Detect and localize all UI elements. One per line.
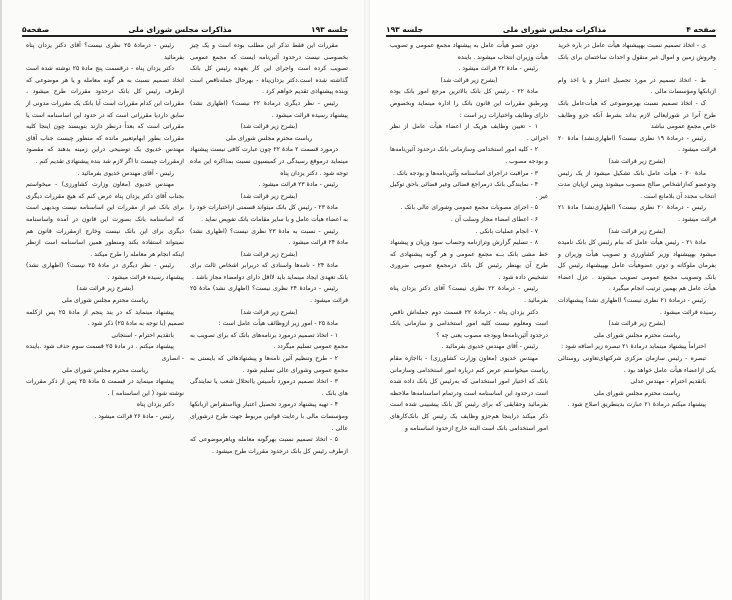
paragraph: رئیس - مادۀ ۲۳ قرائت میشود . [258, 181, 338, 189]
paragraph: مادۀ ۲۴ - نامه‌ها واسنادی که دربرابر اشخاص ثالث برای بانک تعهدی ایجاد مینماید باید لااقل دارای دوامضاء مجاز باشد . [190, 262, 348, 281]
running-title: مذاکرات مجلس شورای ملی [502, 25, 607, 34]
paragraph: مادۀ ۲۱ - رئیس هیأت عامل که بنام رئیس کل بانک نامیده میشود بهپیشنهاد وزیر کشاورزی و تصویب هیأت وزیران و بفرمان ملوکانه و دوتن عضوهیأت عامل بهپیشنهاد رئیس کل بانک وتصویب مجمع عمومی تصویب میشوند . عزل اعضاء هیأت عامل هم بهمین ترتیب انجام میگیرد . [558, 239, 716, 293]
text-column-right [190, 40, 348, 457]
paragraph: باتقدیم احترام - مهندس عدلی [630, 378, 706, 386]
paragraph: ۷ - انجام عملیات بانکی . [475, 227, 538, 235]
paragraph: مهندس خدیوی (معاون وزارت کشاورزی) - میخواستم بجناب آقای دکتر یزدان پناه عرض کنم که هیچ مقررات دیگری برای بانک غیر از مقررات این اساسنامه نیست وبدیهی است که اساسنامه بانک بصورت این قانون در آمده واساسنامه دیگری برای این بانک نیست وخارج ازمقررات قانون هم نمیتواند استفاده بکند ومنظور همین اساسنامه است ازنظر اینکه انجام هر معامله را طرح میکند . [26, 181, 184, 258]
paragraph: ط - اتخاذ تصمیم در مورد تحصیل اعتبار و یا اخذ وام ازبانکها ومؤسسات مالی . [558, 76, 716, 96]
paragraph: ۵ - اجرای مصوبات مجمع عمومی وشورای عالی بانک . [400, 204, 538, 212]
paragraph: رئیس - درمادۀ ۲۴ نظری نیست؟ (اظهاری نشد) مادۀ ۲۵ قرائت میشود . [190, 285, 348, 305]
paragraph: رئیس - درمادۀ ۲۵ نظری نیست؟ آقای دکتر یزدان پناه بفرمائید [26, 42, 184, 61]
section-caption: (بشرح زیر قرائت شد) [608, 227, 666, 235]
paragraph: باتقدیم احترام - اسنجانی [111, 331, 174, 339]
paragraph: ۱ - اتخاذ تصمیم درمورد برنامه‌های بانک که برای تصویب به مجمع عمومی تسلیم میگردد . [190, 331, 348, 351]
right-page [366, 0, 732, 600]
paragraph: پیشنهاد مینماید در قسمت ۵ مادۀ ۲۵ پس از ذکر مقررات نوشته شود ( این اساسنامه ) . [26, 378, 184, 397]
paragraph: رئیس - درمادۀ ۱۹ نظری نیست؟ (اظهاری‌نشد) مادۀ ۲۰ قرائت میشود . [558, 134, 716, 154]
paragraph: رئیس - نظر دیگری درمادۀ ۲۲ نیست؟ (اظهاری نشد) پیشنهاد رسیده قرائت میشود . [190, 99, 348, 119]
paragraph: مقررات این فقط تذکر این مطلب بوده است و یک چیز بخصوصی نیست درحدود آئین‌نامه ایست که مجمع عمومی تصویب کرده است واجرای این کار بعهده رئیس کل بانک گذاشته شده است.دکتر یزدان‌پناه - بهرحال جمله‌ناقص است وبنده پیشنهادی تقدیم خواهم کرد . [190, 42, 348, 96]
page-number: صفحه ۴ [686, 25, 716, 34]
paragraph: رئیس - درمادۀ ۲۰ نظری نیست؟ (اظهاری‌نشد) مادۀ ۲۱ قرائت میشود . [558, 204, 716, 223]
paragraph: مادۀ ۲۳ - رئیس کل بانک میتواند قسمتی ازاختیارات خود را به اعضاء هیأت عامل و یا سایر مقامات بانک تفویض نماید . [190, 204, 348, 223]
paragraph: رئیس - درمادۀ ۲۲ نظری نیست؟ آقای دکتر یزدان پناه بفرمائید . [390, 285, 548, 305]
paragraph: مهندس خدیوی (معاون وزارت کشاورزی) - بااجازه مقام ریاست میخواستم عرض کنم درباره امور استخدامی وسازمانی بانک که اختیار امور استخدامی که به‌رئیس کل بانک داده شده است درحدود این اساسنامه است ودرتمام اساسنامه‌ها ملاحظه بفرمائید وحقایقی که برای رئیس کل بانک پیشبینی شده است ذکر میکند دراینجا هم‌جزو وظایف یک رئیس کل بانک‌کارهای امور استخدامی بانک است البته خارج ازحدود اساسنامه و [390, 355, 548, 432]
paragraph: ۴ - تهیه پیشنهاد درمورد تحصیل اعتبار ویااستقراض ازبانکها ومؤسسات مالی با رعایت قوانین مربوط جهت طرح درشورای عالی . [190, 401, 348, 432]
paragraph: دکتر یزدان پناه [136, 401, 174, 409]
paragraph: رئیس - مادۀ ۲۶ قرائت میشود . [94, 413, 174, 420]
text-column-left [390, 40, 548, 434]
section-caption: (بشرح زیر قرائت شد) [240, 192, 298, 200]
paragraph: ی - اتخاذ تصمیم نسبت بهپیشنهاد هیأت عامل در باره خرید وفروش زمین و اموال غیر منقول و احداث ساختمان برای بانک . [558, 42, 716, 73]
paragraph: دکتر یزدان پناه - درمادۀ ۲۲ قسمت دوم جمله‌اش ناقص است ومعلوم نیست کلیه امور استخدامی و سازمانی بانک درحدود آئین‌نامه‌ها وبودجه مصوب یعنی چه ؟ [390, 308, 548, 339]
section-caption: (بشرح زیر قرائت شد) [240, 250, 298, 258]
page-header [386, 20, 716, 34]
paragraph: احتراماً پیشنهاد مینماید درمادۀ ۲۱ تبصره زیر اضافه شود : [561, 343, 706, 351]
session-number: جلسه ۱۹۳ [311, 25, 348, 34]
paragraph: رئیس - آقای مهندس خدیوی بفرمائید . [441, 343, 538, 351]
paragraph: پیشنهاد مینماید که در بند پنجم از مادۀ ۲۵ پس ازکلمه تصمیم (با توجه به مادۀ ۲۵) ذکر شود . [26, 308, 184, 328]
page-header [22, 20, 348, 34]
section-caption: (بشرح زیر قرائت شد) [240, 123, 298, 131]
text-column-right [558, 40, 716, 411]
paragraph: دوتن عضو هیأت عامل به پیشنهاد مجمع عمومی و تصویب هیأت وزیران انتخاب میشوند . باینده [390, 42, 548, 61]
section-caption: (بشرح زیر قرائت شد) [240, 308, 298, 316]
section-caption: ریاست محترم مجلس شورای ملی [61, 297, 149, 305]
paragraph: ۲ - طرح وتنظیم آئین نامه‌ها و پیشنهادهائی که بایستی به مجمع عمومی وشورای عالی تسلیم شود . [190, 355, 348, 374]
section-caption: ریاست محترم مجلس شورای ملی [61, 366, 149, 374]
section-caption: ریاست محترم مجلس شورای ملی [593, 331, 681, 339]
paragraph: پیشنهاد میکنم . در مادۀ ۲۵ قسمت سوم حذف شود .باینده - انصاری [26, 343, 184, 363]
paragraph: رئیس - نسبت به مادۀ ۲۳ نظری نیست؟ (اظهاری نشد) مادۀ ۲۴ قرائت میشود . [190, 227, 348, 247]
paragraph: ۳ - اتخاذ تصمیم درمورد تأسیس یاانحلال شعب یا نمایندگی های بانک . [190, 378, 348, 397]
header-rule [22, 35, 348, 37]
paragraph: ۴ - نمایندگی بانک درمراجع قضائی وغیر قضائی باحق توکیل غیر . [390, 181, 548, 200]
section-caption: ریاست محترم مجلس شورای ملی [593, 389, 681, 397]
paragraph: مادۀ ۲۵ - امور زیر ازوظائف هیأت عامل است : [218, 320, 338, 328]
paragraph: ۸ - تسلیم گزارش وترازنامه وحساب سود وزیان و پیشنهاد خط مشی بانک بــه مجمع عمومی و هر گونه پیشنهادی که طرح آن بهنظر رئیس کل بانک درمجمع عمومی ضروری تشخیص داده شود . [390, 239, 548, 281]
paragraph: رئیس - درمادۀ ۲۱ نظری نیست؟ (اظهاری نشد) پیشنهادات رسیده قرائت میشود . [558, 297, 716, 316]
section-caption: (بشرح زیر قرائت شد) [440, 76, 498, 84]
paragraph: رئیس - آقای مهندس خدیوی بفرمائید . [77, 169, 174, 177]
paragraph: تبصره - رئیس سازمان مرکزی شرکتهای‌تعاونی روستائی یکی ازاعضاء هیأت عامل خواهد بود . [558, 355, 716, 374]
paragraph: رئیس - نظر دیگری در مادۀ ۲۵ نیست؟ (اظهاری نشد) پیشنهاد رسیده قرائت میشود . [26, 262, 184, 281]
paragraph: درمورد قسمت ۲ مادۀ ۲۲ چون عبارت کافی نیست پیشنهاد مینماید درموقع رسیدگی در کمیسیون نسبت بمذاکره این ماده توجه شود . دکتر یزدان پناه [190, 146, 348, 177]
paragraph: رئیس - مادۀ ۲۲ قرائت میشود . [458, 65, 538, 73]
paragraph: ۵ - اتخاذ تصمیم نسبت بهرگونه معامله ویاهرموضوعی که ازطرف رئیس کل بانک درحدود مقررات طرح میشود . [190, 436, 348, 455]
page-number: صفحه۵ [22, 25, 50, 34]
paragraph: مادۀ ۲۲ - رئیس کل بانک بالاترین مرجع امور بانک بوده وبرطبق مقررات این قانون بانک را اداره مینماید وبخصوص دارای وظایف واختیارات زیر است : [390, 88, 548, 119]
paragraph: پیشنهاد میکنم درمادۀ ۲۱ عبارت بدینطریق اصلاح شود . [567, 401, 706, 409]
running-title: مذاکرات مجلس شورای ملی [128, 25, 232, 34]
paragraph: ۲ - کلیه امور استخدامی وسازمانی بانک درحدود آئین‌نامه‌ها و بودجه مصوب . [390, 146, 548, 165]
section-caption: (بشرح زیر قرائت شد) [76, 285, 134, 293]
paragraph: ک - اتخاذ تصمیم نسبت بهرموضوعی که هیأت‌عامل بانک طرح آنرا در شورایعالی لازم بداند بشرط آنکه جزو وظایف خاص مجمع عمومی نباشد [558, 99, 716, 131]
paragraph: دکتر یزدان پناه - درقسمت پنج مادۀ ۲۵ نوشته شده است اتخاذ تصمیم نسبت به هر گونه معامله و یا هر موضوعی که ازطرف رئیس کل بانک درحدود مقررات طرح میشود ، مقررات این کدام مقررات است آیا بانک یک مقررات مدونی از سابق داردیا مقرراتی است که در حدود این اساسنامه است یا مقرراتی است که بعداً درنظر دارند بنویسند چون اینجا کلیه مقررات بطور ابهام‌تعبیر مانده که منظور چیست جناب آقای مهندس خدیوی یک توضیحی دراین زمینه بدهند که مقصود ازمقررات چیست تا اگر لازم شد بنده پیشنهادی تقدیم کنم . [26, 65, 184, 165]
paragraph: ۳ - مراقبت دراجرای اساسنامه وآئین‌نامه‌ها و بودجه بانک . [392, 169, 538, 177]
paragraph: مادۀ ۲۰ - هیأت عامل بانک تشکیل میشود از یک رئیس ودوعضو که‌ازاشخاص صالح منصوب میشوند وپس ازپایان مدت انتخاب مجدد آن بلامانع است . [558, 169, 716, 200]
text-column-left [26, 40, 184, 423]
book-gutter [364, 0, 370, 600]
section-caption: (بشرح زیر قرائت شد) [608, 157, 666, 165]
section-caption: ریاست محترم مجلس شورای ملی [225, 134, 313, 142]
session-number: جلسه ۱۹۳ [386, 25, 423, 34]
header-rule [386, 35, 716, 37]
section-caption: (بشرح زیر قرائت شد) [608, 320, 666, 328]
paragraph: ۶ - اعطای امضاء مجاز وسلب آن . [450, 215, 538, 223]
paragraph: ۱ - تعیین وظایف هریک از اعضاء هیأت عامل از نظر اجرائی . [390, 123, 548, 142]
